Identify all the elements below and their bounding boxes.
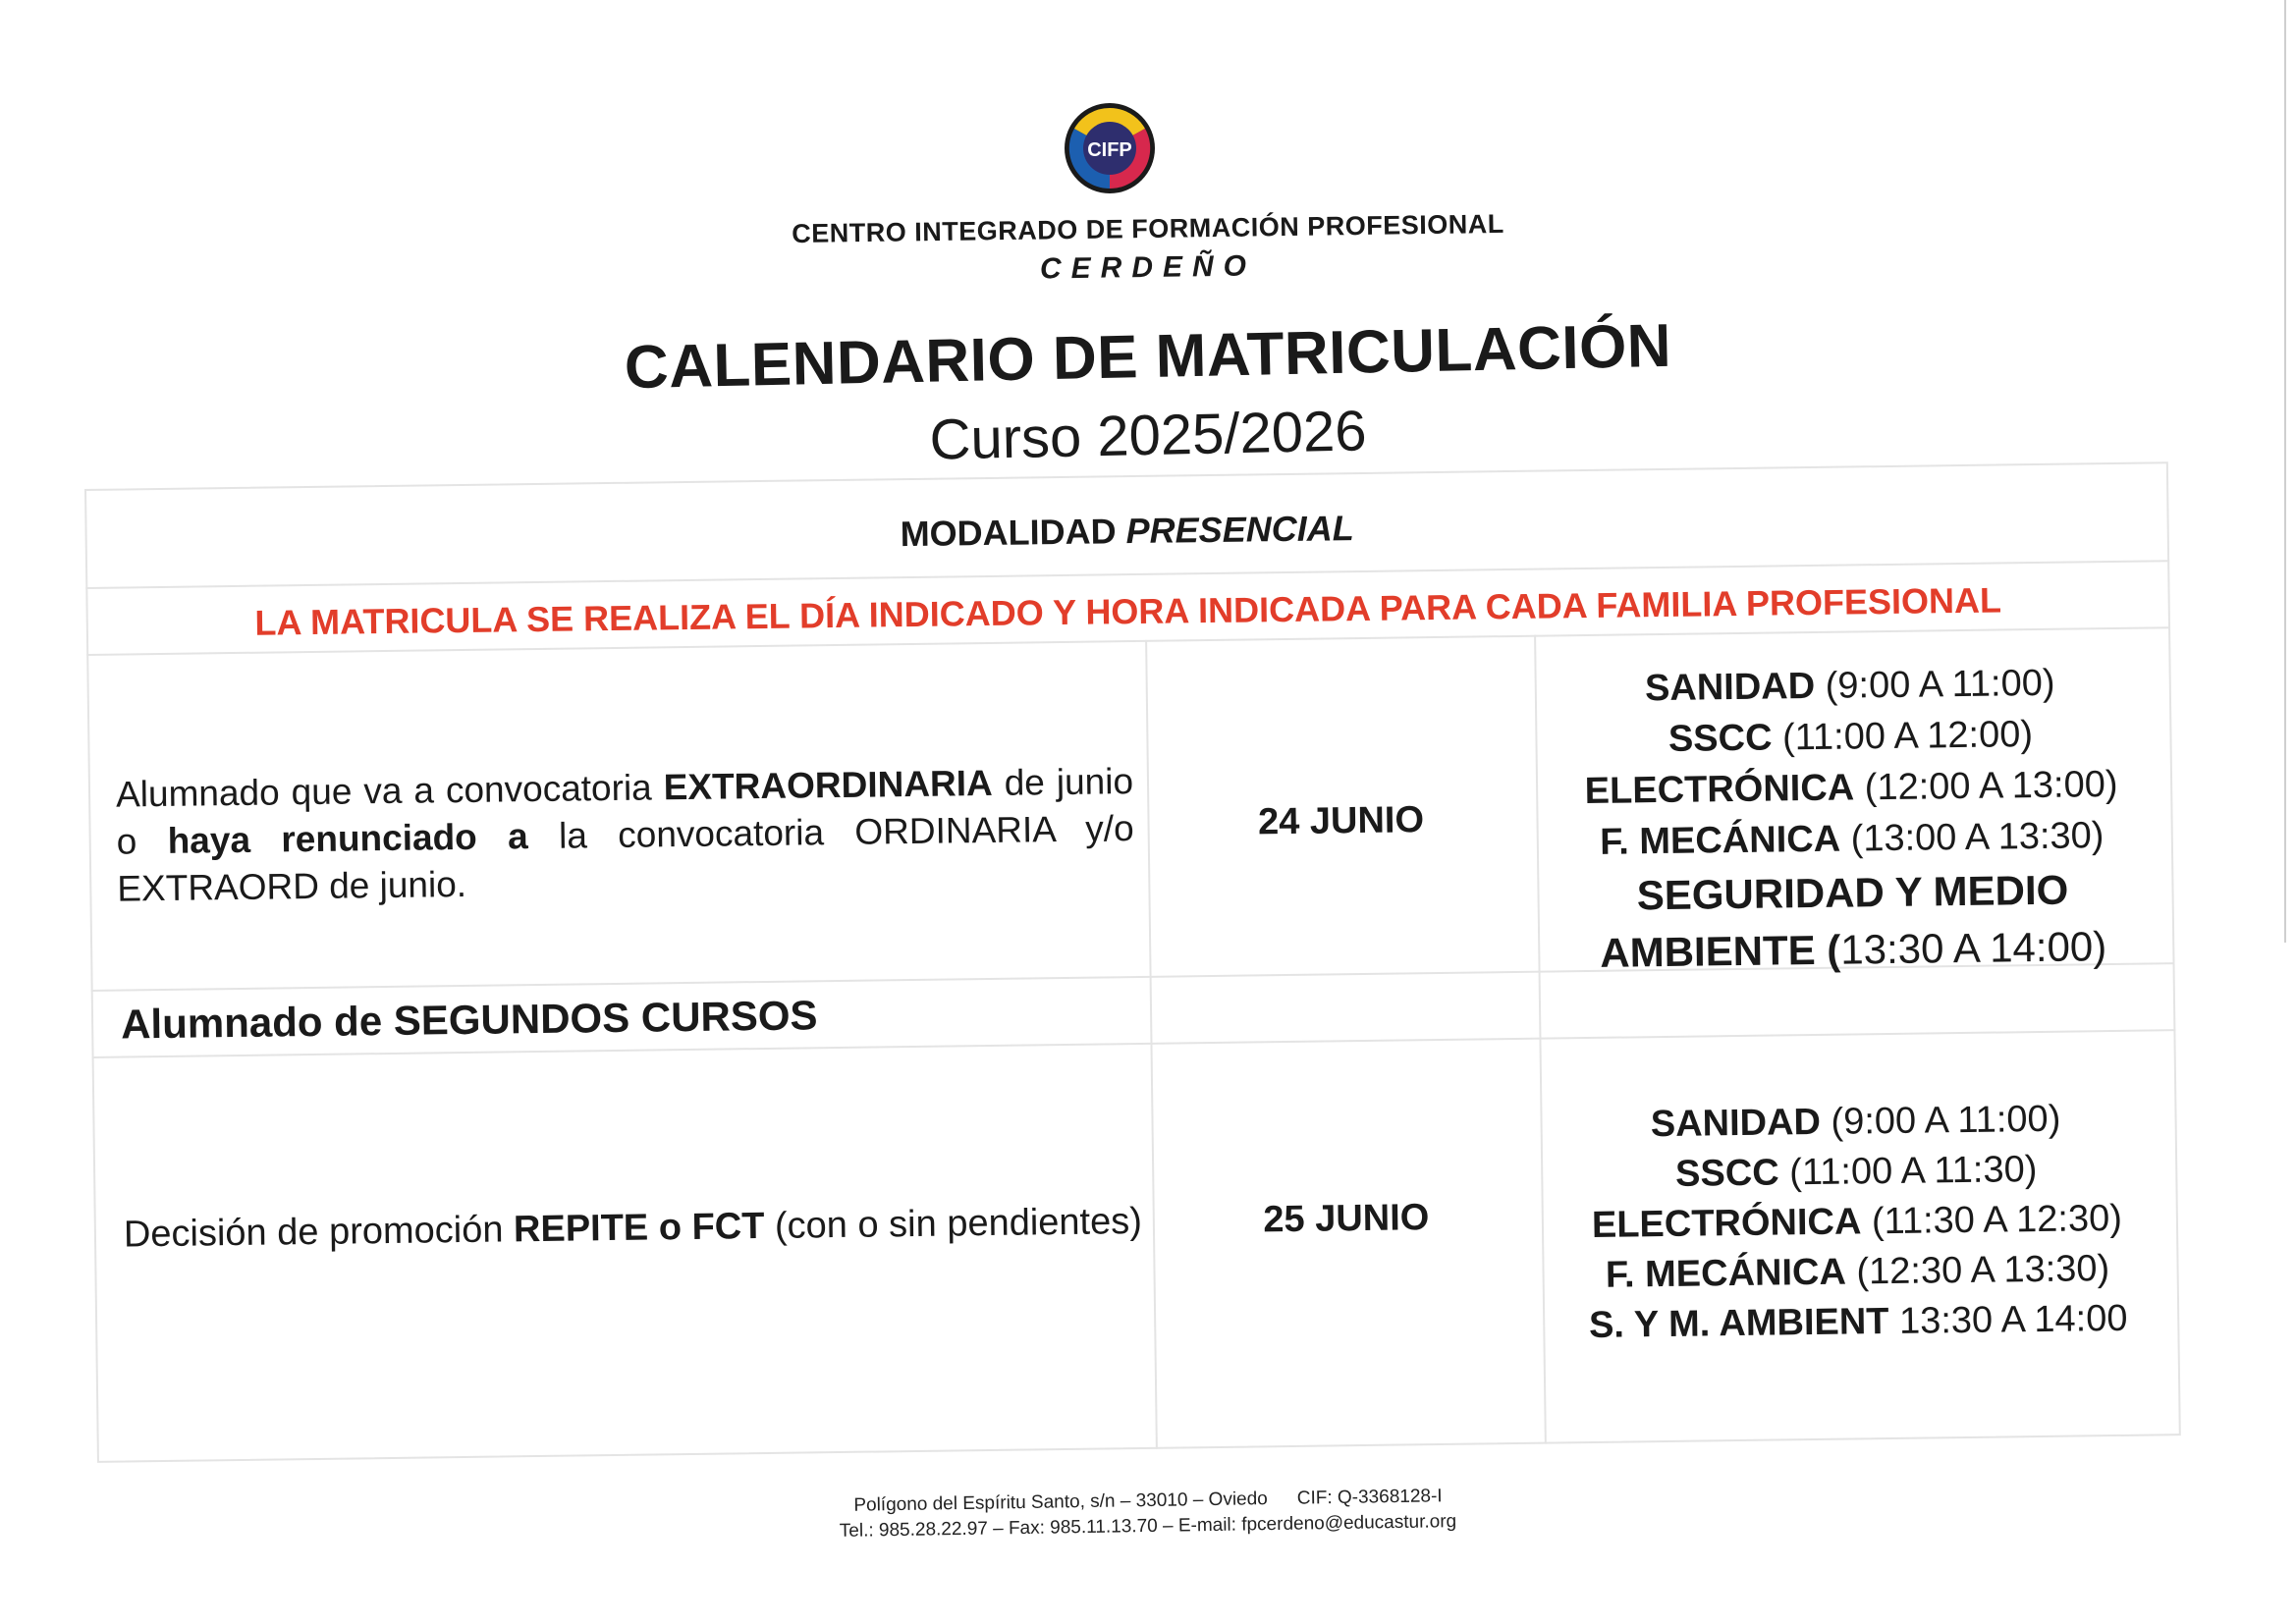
row1-desc-text: Alumnado que va a convocatoria: [115, 767, 664, 815]
footer-address: Polígono del Espíritu Santo, s/n – 33010 – Oviedo: [853, 1489, 1268, 1516]
row2-desc-text: (con o sin pendientes): [764, 1200, 1143, 1247]
row1-schedule: [1550, 628, 2154, 1009]
schedule-line: SEGURIDAD Y MEDIO: [1636, 866, 2069, 919]
cifp-logo: [1064, 102, 1156, 194]
modalidad-label: MODALIDAD: [900, 511, 1117, 555]
schedule-line: F. MECÁNICA (12:30 A 13:30): [1605, 1247, 2110, 1296]
logo-text: CIFP: [1087, 139, 1132, 161]
schedule-line: F. MECÁNICA (13:00 A 13:30): [1599, 815, 2105, 863]
schedule-line: S. Y M. AMBIENT 13:30 A 14:00: [1588, 1297, 2128, 1346]
row2-desc-bold: REPITE o FCT: [513, 1206, 765, 1251]
page-title: CALENDARIO DE MATRICULACIÓN: [624, 311, 1672, 403]
schedule-line: ELECTRÓNICA (11:30 A 12:30): [1591, 1197, 2123, 1246]
scan-edge-line: [2284, 0, 2286, 943]
schedule-line: AMBIENTE (13:30 A 14:00): [1600, 923, 2107, 976]
enrollment-table: [84, 461, 2181, 1463]
schedule-line: SANIDAD (9:00 A 11:00): [1644, 662, 2055, 710]
row1-desc-bold: EXTRAORDINARIA: [663, 762, 993, 808]
center-name: CENTRO INTEGRADO DE FORMACIÓN PROFESIONAL: [792, 208, 1504, 249]
schedule-line: ELECTRÓNICA (12:00 A 13:00): [1584, 763, 2118, 813]
row1-date: 24 JUNIO: [1257, 798, 1425, 842]
row1-desc-bold: haya renunciado a: [167, 816, 528, 861]
schedule-line: SSCC (11:00 A 11:30): [1674, 1148, 2038, 1195]
center-city: CERDEÑO: [1039, 249, 1257, 286]
footer-cif: CIF: Q-3368128-I: [1296, 1486, 1443, 1509]
enrollment-notice: LA MATRICULA SE REALIZA EL DÍA INDICADO Y HORA INDICADA PARA CADA FAMILIA PROFESIONAL: [254, 579, 2002, 643]
row2-schedule: [1555, 1031, 2159, 1412]
schedule-line: SANIDAD (9:00 A 11:00): [1650, 1098, 2061, 1145]
row1-desc-text: la convocatoria ORDINARIA y/o EXTRAORD de junio.: [117, 808, 1134, 909]
page-subtitle: Curso 2025/2026: [928, 399, 1368, 472]
row2-desc-text: Decisión de promoción: [123, 1209, 515, 1256]
row2-description: [122, 1064, 1167, 1392]
row2-date: 25 JUNIO: [1263, 1196, 1430, 1240]
schedule-line: SSCC (11:00 A 12:00): [1667, 714, 2034, 760]
modalidad-value: PRESENCIAL: [1125, 508, 1354, 552]
section-heading: Alumnado de SEGUNDOS CURSOS: [120, 992, 818, 1048]
row1-description: [114, 642, 1136, 1029]
footer-contact: Tel.: 985.28.22.97 – Fax: 985.11.13.70 – E-mail: fpcerdeno@educastur.org: [839, 1511, 1457, 1542]
row1-desc-text: de junio o: [116, 761, 1134, 862]
